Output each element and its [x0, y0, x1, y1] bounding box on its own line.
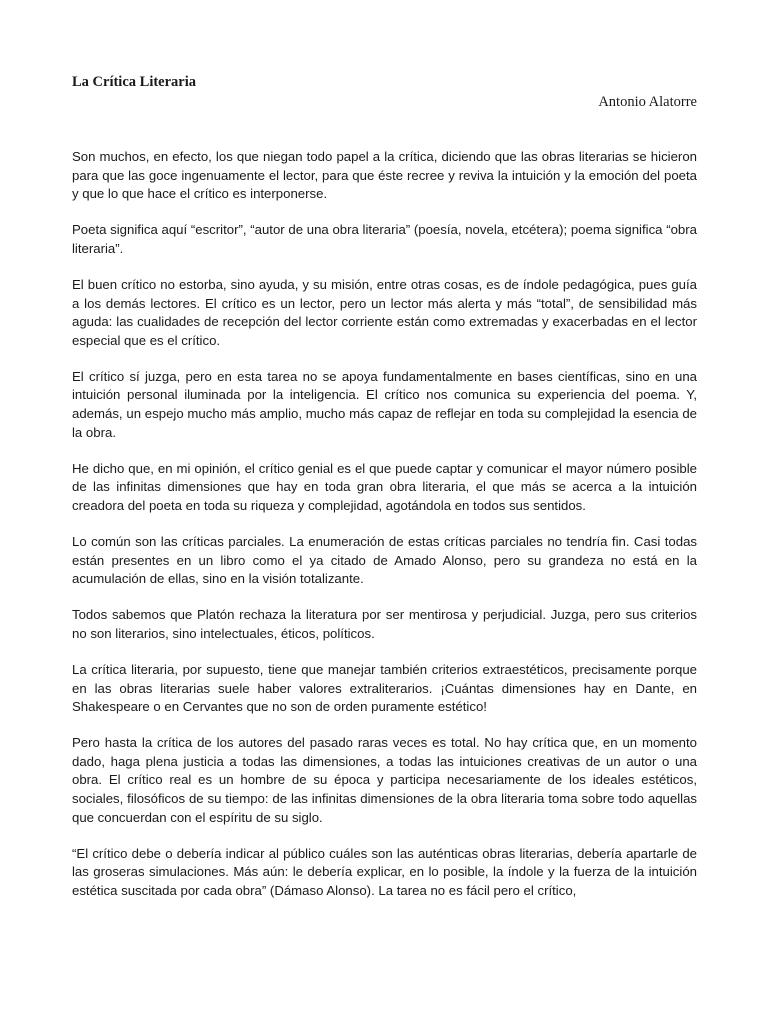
paragraph-5: He dicho que, en mi opinión, el crítico genial es el que puede captar y comunicar el mayor número posible de las infinitas dimensiones que hay en toda gran obra literaria, el que más se acerca a la intuición creadora del poeta en toda su riqueza y complejidad, agotándola en todos sus sentidos.: [72, 460, 697, 513]
paragraph-3: El buen crítico no estorba, sino ayuda, y su misión, entre otras cosas, es de índole pedagógica, pues guía a los demás lectores. El crítico es un lector, pero un lector más alerta y más “total”, de sensibilidad más aguda: las cualidades de recepción del lector corriente están como extremadas y exacerbadas en el lector especial que es el crítico.: [72, 276, 697, 348]
document-author: Antonio Alatorre: [598, 94, 697, 110]
paragraph-8: La crítica literaria, por supuesto, tiene que manejar también criterios extraestéticos, precisamente porque en las obras literarias suele haber valores extraliterarios. ¡Cuántas dimensiones hay en Dante, en Shakespeare o en Cervantes que no son de orden puramente estético!: [72, 661, 697, 715]
paragraph-1: Son muchos, en efecto, los que niegan todo papel a la crítica, diciendo que las obras literarias se hicieron para que las goce ingenuamente el lector, para que éste recree y reviva la intuición y la emoción del poeta y que lo que hace el crítico es interponerse.: [72, 149, 697, 202]
paragraph-2: Poeta significa aquí “escritor”, “autor de una obra literaria” (poesía, novela, etcétera); poema significa “obra literaria”.: [72, 222, 697, 256]
paragraph-7: Todos sabemos que Platón rechaza la literatura por ser mentirosa y perjudicial. Juzga, pero sus criterios no son literarios, sino intelectuales, éticos, políticos.: [72, 607, 697, 641]
paragraph-9: Pero hasta la crítica de los autores del pasado raras veces es total. No hay crítica que, en un momento dado, haga plena justicia a todas las dimensiones, a todas las intuiciones creativas de un autor o una obra. El crítico real es un hombre de su época y participa necesariamente de los ideales estéticos, sociales, filosóficos de su tiempo: de las infinitas dimensiones de la obra literaria toma sobre todo aquellas que concuerdan con el espíritu de su siglo.: [72, 735, 697, 825]
paragraph-6: Lo común son las críticas parciales. La enumeración de estas críticas parciales no tendría fin. Casi todas están presentes en un libro como el ya citado de Amado Alonso, pero su grandeza no está en la acumulación de ellas, sino en la visión totalizante.: [72, 534, 697, 587]
document-title: La Crítica Literaria: [72, 74, 197, 90]
document-page: [72, 72, 697, 918]
paragraph-4: El crítico sí juzga, pero en esta tarea no se apoya fundamentalmente en bases científicas, sino en una intuición personal iluminada por la inteligencia. El crítico nos comunica su experiencia del poema. Y, además, un espejo mucho más amplio, mucho más capaz de reflejar en toda su complejidad la esencia de la obra.: [72, 368, 697, 440]
paragraph-10: “El crítico debe o debería indicar al público cuáles son las auténticas obras literarias, debería apartarle de las groseras simulaciones. Más aún: le debería explicar, en lo posible, la índole y la fuerza de la intuición estética suscitada por cada obra” (Dámaso Alonso). La tarea no es fácil pero el crítico,: [72, 845, 697, 898]
